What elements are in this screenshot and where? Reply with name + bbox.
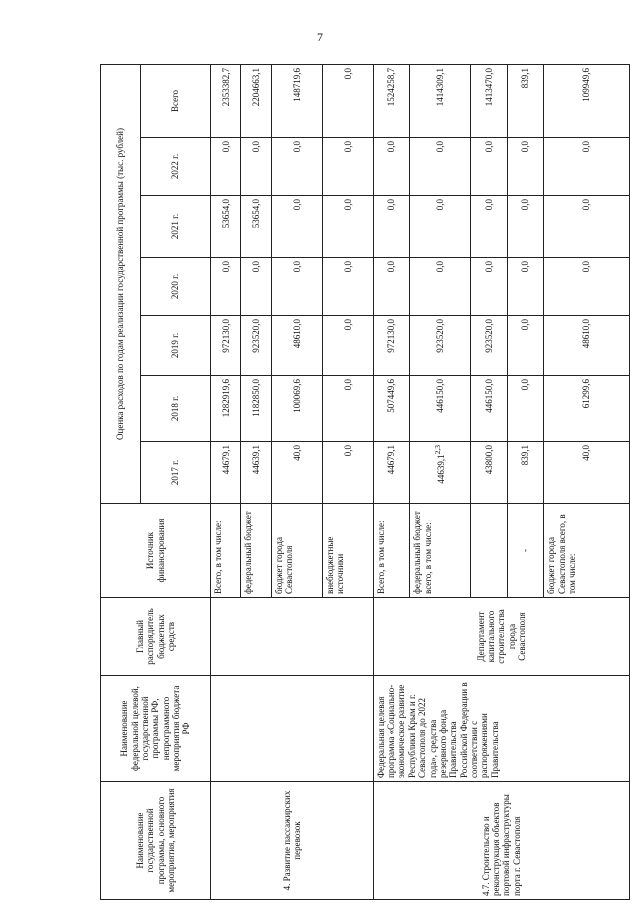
value-cell: 0,0	[471, 196, 507, 258]
source-cell	[471, 504, 507, 598]
total-cell: 1413470,0	[471, 64, 507, 137]
footnote-marker: 2,3	[433, 445, 443, 455]
table-row	[373, 64, 409, 899]
value-cell: 61299,6	[544, 376, 630, 442]
total-cell: 1524258,7	[373, 64, 409, 137]
value-cell: 0,0	[410, 196, 471, 258]
source-cell: федеральный бюджет	[241, 504, 271, 598]
program-cell: 4. Развитие пассажирских перевозок	[211, 782, 374, 900]
total-cell: 1414309,1	[410, 64, 471, 137]
total-cell: 0,0	[322, 64, 373, 137]
value-cell: 1182850,0	[241, 376, 271, 442]
header-total: Всего	[141, 64, 211, 137]
value-cell: 44679,1	[373, 442, 409, 504]
value-cell: 0,0	[322, 376, 373, 442]
header-program: Наименование государственной программы, основного мероприятия, мероприятия	[101, 782, 211, 900]
value-cell: 0,0	[322, 196, 373, 258]
value-cell: 40,0	[271, 442, 322, 504]
value-cell: 53654,0	[241, 196, 271, 258]
value-cell: 0,0	[507, 376, 543, 442]
header-manager: Главный распорядитель бюджетных средств	[101, 598, 211, 676]
source-cell: Всего, в том числе:	[373, 504, 409, 598]
total-cell: 2353382,7	[211, 64, 241, 137]
value-cell: 43800,0	[471, 442, 507, 504]
budget-table	[100, 64, 630, 900]
value-cell: 0,0	[410, 258, 471, 316]
value-cell: 0,0	[544, 258, 630, 316]
header-estimate: Оценка расходов по годам реализации государственной программы (тыс. рублей)	[101, 64, 141, 503]
value-cell: 0,0	[211, 138, 241, 196]
value-cell: 446150,0	[471, 376, 507, 442]
value-cell: 40,0	[544, 442, 630, 504]
value-cell: 100069,6	[271, 376, 322, 442]
value-cell: 0,0	[507, 196, 543, 258]
value-cell: 0,0	[211, 258, 241, 316]
value-cell: 0,0	[322, 138, 373, 196]
total-cell: 2204663,1	[241, 64, 271, 137]
value-cell: 923520,0	[410, 316, 471, 376]
manager-cell	[211, 598, 374, 676]
header-year: 2022 г.	[141, 138, 211, 196]
header-year: 2018 г.	[141, 376, 211, 442]
value-cell: 0,0	[322, 258, 373, 316]
table-row	[211, 64, 241, 899]
value-cell: 44639,1	[241, 442, 271, 504]
value-cell: 0,0	[507, 316, 543, 376]
federal-cell: Федеральная целевая программа «Социально-экономическое развитие Республики Крым и г. Севастополя до 2022 года», средства резервного фонда Правительства Российской Федерации в соответствии с распоряжениями Правительства	[373, 676, 629, 782]
value-cell: 0,0	[322, 316, 373, 376]
header-year: 2020 г.	[141, 258, 211, 316]
value-cell: 0,0	[241, 258, 271, 316]
value-cell: 446150,0	[410, 376, 471, 442]
value-cell: 0,0	[471, 258, 507, 316]
header-year: 2019 г.	[141, 316, 211, 376]
value-text: 44639,1	[436, 454, 447, 484]
value-cell	[410, 442, 471, 504]
source-cell: внебюджетные источники	[322, 504, 373, 598]
value-cell: 0,0	[271, 258, 322, 316]
value-cell: 0,0	[271, 138, 322, 196]
value-cell: 0,0	[410, 138, 471, 196]
value-cell: 48610,0	[271, 316, 322, 376]
value-cell: 0,0	[507, 138, 543, 196]
federal-cell	[211, 676, 374, 782]
header-source: Источник финансирования	[101, 504, 211, 598]
value-cell: 507449,6	[373, 376, 409, 442]
value-cell: 0,0	[241, 138, 271, 196]
rotated-table-container	[100, 65, 630, 900]
value-cell: 44679,1	[211, 442, 241, 504]
source-cell: Всего, в том числе:	[211, 504, 241, 598]
value-cell: 972130,0	[211, 316, 241, 376]
total-cell: 109949,6	[544, 64, 630, 137]
source-cell: бюджет города Севастополя	[271, 504, 322, 598]
value-cell: 0,0	[471, 138, 507, 196]
value-cell: 0,0	[544, 138, 630, 196]
source-cell: -	[507, 504, 543, 598]
source-cell: бюджет города Севастополя всего, в том числе:	[544, 504, 630, 598]
value-cell: 0,0	[544, 196, 630, 258]
program-cell: 4.7. Строительство и реконструкция объектов портовой инфраструктуры порта г. Севастополя	[373, 782, 629, 900]
value-cell: 972130,0	[373, 316, 409, 376]
value-cell: 1282919,6	[211, 376, 241, 442]
value-cell: 53654,0	[211, 196, 241, 258]
value-cell: 0,0	[373, 196, 409, 258]
page-number: 7	[317, 30, 323, 44]
value-cell: 0,0	[322, 442, 373, 504]
total-cell: 148719,6	[271, 64, 322, 137]
value-cell: 839,1	[507, 442, 543, 504]
value-cell: 0,0	[507, 258, 543, 316]
value-cell: 0,0	[373, 258, 409, 316]
value-cell: 0,0	[271, 196, 322, 258]
value-cell: 923520,0	[241, 316, 271, 376]
header-federal-program: Наименование федеральной целевой, государственной программы РФ, непрограммного мероприятия бюджета РФ	[101, 676, 211, 782]
value-cell: 0,0	[373, 138, 409, 196]
header-year: 2021 г.	[141, 196, 211, 258]
value-cell: 923520,0	[471, 316, 507, 376]
header-year: 2017 г.	[141, 442, 211, 504]
source-cell: федеральный бюджет всего, в том числе:	[410, 504, 471, 598]
total-cell: 839,1	[507, 64, 543, 137]
value-cell: 48610,0	[544, 316, 630, 376]
budget-table-rotated	[100, 65, 630, 900]
manager-cell: Департамент капитального строительства города Севастополя	[373, 598, 629, 676]
